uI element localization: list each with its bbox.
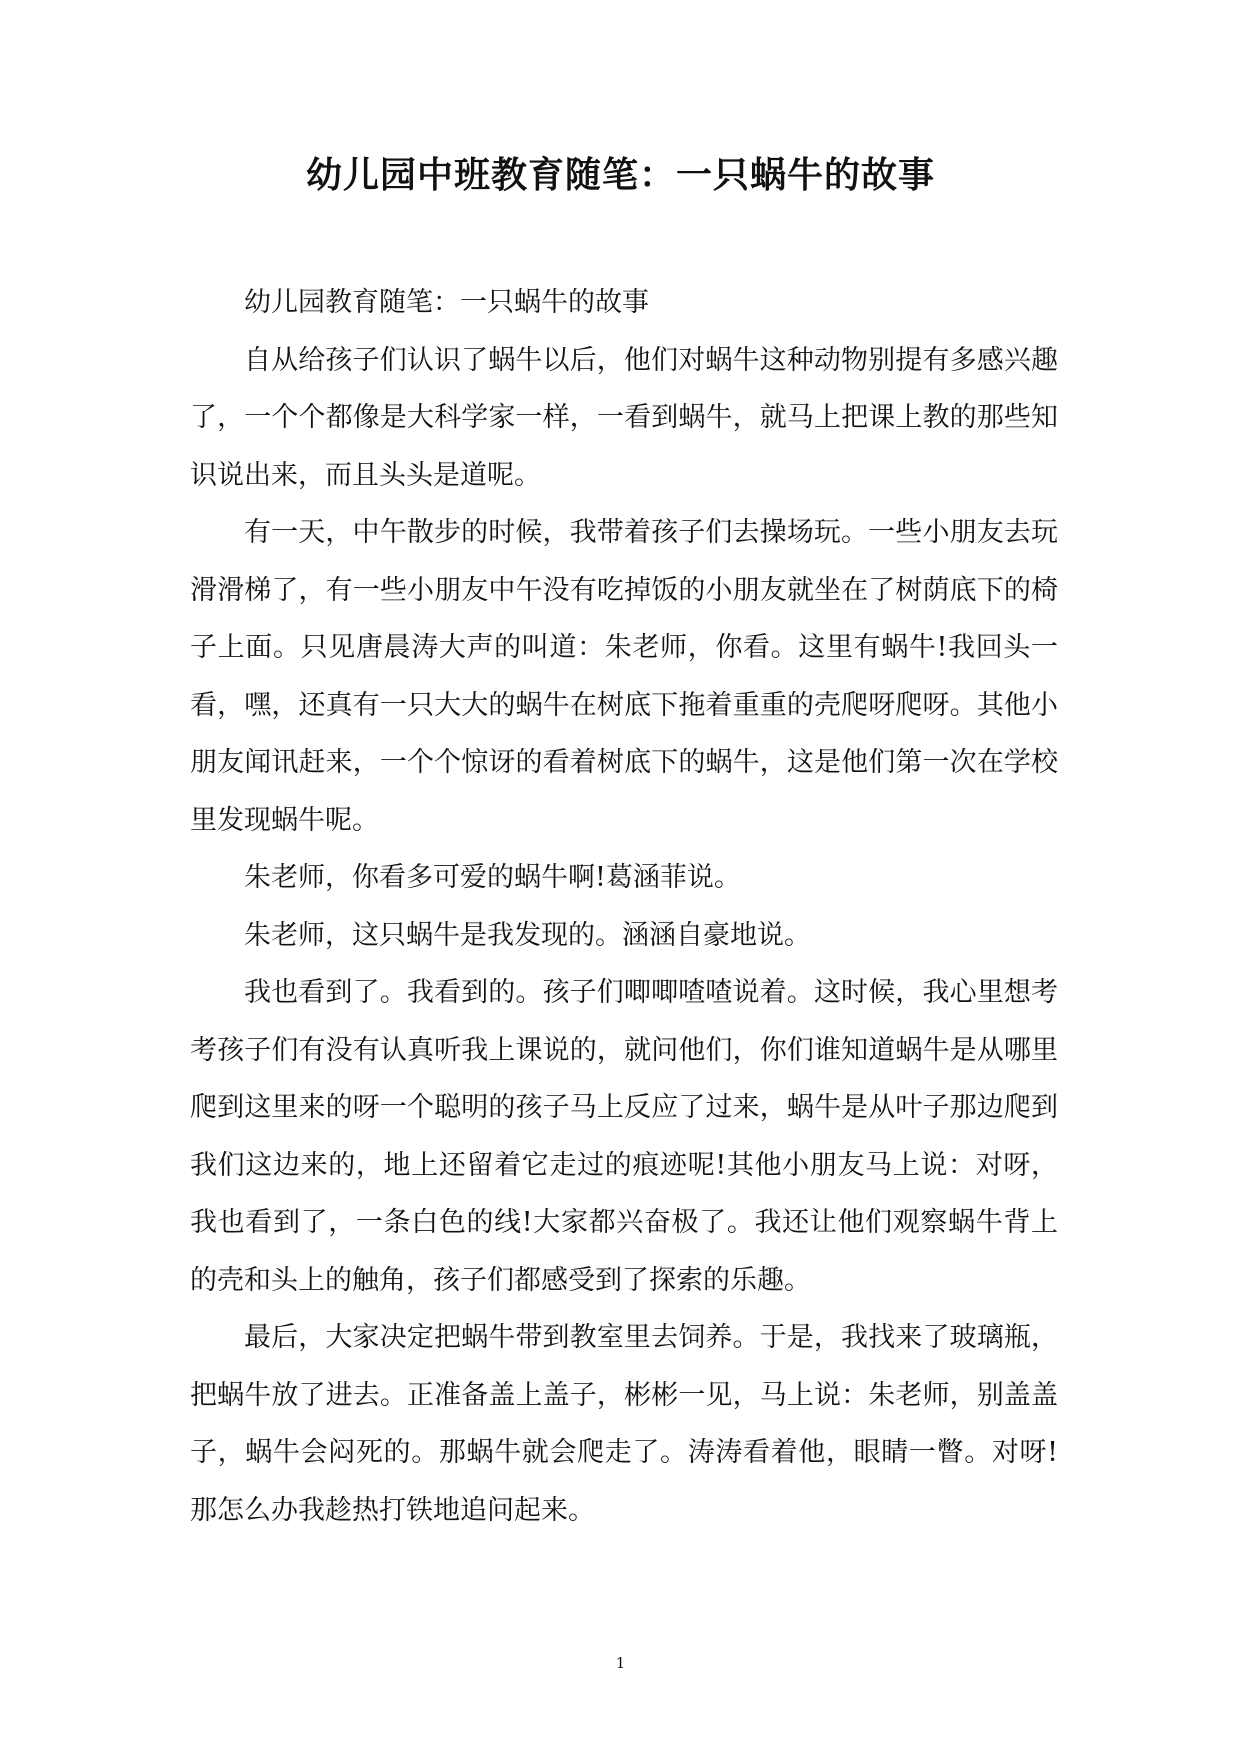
document-title: 幼儿园中班教育随笔：一只蜗牛的故事 [305,154,935,196]
paragraph-subtitle: 幼儿园教育随笔：一只蜗牛的故事 [244,287,649,318]
paragraph: 自从给孩子们认识了蜗牛以后，他们对蜗牛这种动物别提有多感兴趣了，一个个都像是大科学家一样，一看到蜗牛，就马上把课上教的那些知识说出来，而且头头是道呢。 [190,344,1058,491]
paragraph: 朱老师，这只蜗牛是我发现的。涵涵自豪地说。 [244,919,811,951]
page-number: 1 [615,1654,626,1672]
paragraph: 朱老师，你看多可爱的蜗牛啊!葛涵菲说。 [244,862,741,893]
paragraph: 我也看到了。我看到的。孩子们唧唧喳喳说着。这时候，我心里想考考孩子们有没有认真听我上课说的，就问他们，你们谁知道蜗牛是从哪里爬到这里来的呀一个聪明的孩子马上反应了过来，蜗牛是从叶子那边爬到我们这边来的，地上还留着它走过的痕迹呢!其他小朋友马上说：对呀，我也看到了，一条白色的线!大家都兴奋极了。我还让他们观察蜗牛背上的壳和头上的触角，孩子们都感受到了探索的乐趣。 [190,977,1058,1296]
paragraph: 最后，大家决定把蜗牛带到教室里去饲养。于是，我找来了玻璃瓶，把蜗牛放了进去。正准备盖上盖子，彬彬一见，马上说：朱老师，别盖盖子，蜗牛会闷死的。那蜗牛就会爬走了。涛涛看着他，眼睛一瞥。对呀!那怎么办我趁热打铁地追问起来。 [190,1322,1058,1526]
paragraph: 有一天，中午散步的时候，我带着孩子们去操场玩。一些小朋友去玩滑滑梯了，有一些小朋友中午没有吃掉饭的小朋友就坐在了树荫底下的椅子上面。只见唐晨涛大声的叫道：朱老师，你看。这里有蜗牛!我回头一看，嘿，还真有一只大大的蜗牛在树底下拖着重重的壳爬呀爬呀。其他小朋友闻讯赶来，一个个惊讶的看着树底下的蜗牛，这是他们第一次在学校里发现蜗牛呢。 [190,517,1058,836]
document-body [190,274,1058,1539]
